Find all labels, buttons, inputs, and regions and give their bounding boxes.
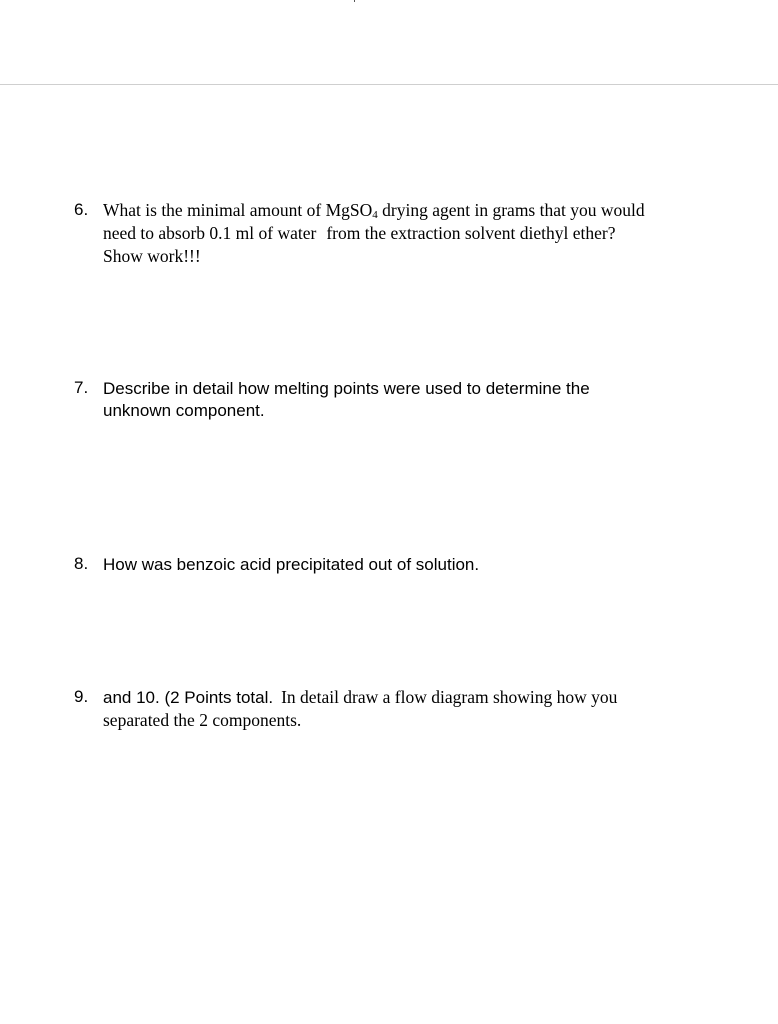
question-7 <box>74 378 714 422</box>
cropped-text-fragment <box>354 0 359 2</box>
question-line: How was benzoic acid precipitated out of solution. <box>103 555 480 574</box>
question-number: 7. <box>74 378 89 397</box>
question-9-10 <box>74 686 714 732</box>
page-divider <box>0 84 778 85</box>
question-number: 8. <box>74 554 89 573</box>
question-text <box>103 686 714 732</box>
question-6 <box>74 199 714 268</box>
question-text <box>103 554 714 576</box>
question-number: 6. <box>74 200 89 219</box>
question-line: Describe in detail how melting points were used to determine the <box>103 379 590 398</box>
question-line: and 10. (2 Points total. In detail draw a flow diagram showing how you <box>103 687 618 707</box>
question-8 <box>74 554 714 576</box>
question-text <box>103 378 714 422</box>
question-line: separated the 2 components. <box>103 710 302 730</box>
question-line: Show work!!! <box>103 246 201 266</box>
question-line: unknown component. <box>103 401 265 420</box>
question-number: 9. <box>74 687 89 706</box>
question-line: need to absorb 0.1 ml of water from the extraction solvent diethyl ether? <box>103 223 616 243</box>
question-line: What is the minimal amount of MgSO$_4$ drying agent in grams that you would <box>103 200 645 221</box>
question-text <box>103 199 714 268</box>
